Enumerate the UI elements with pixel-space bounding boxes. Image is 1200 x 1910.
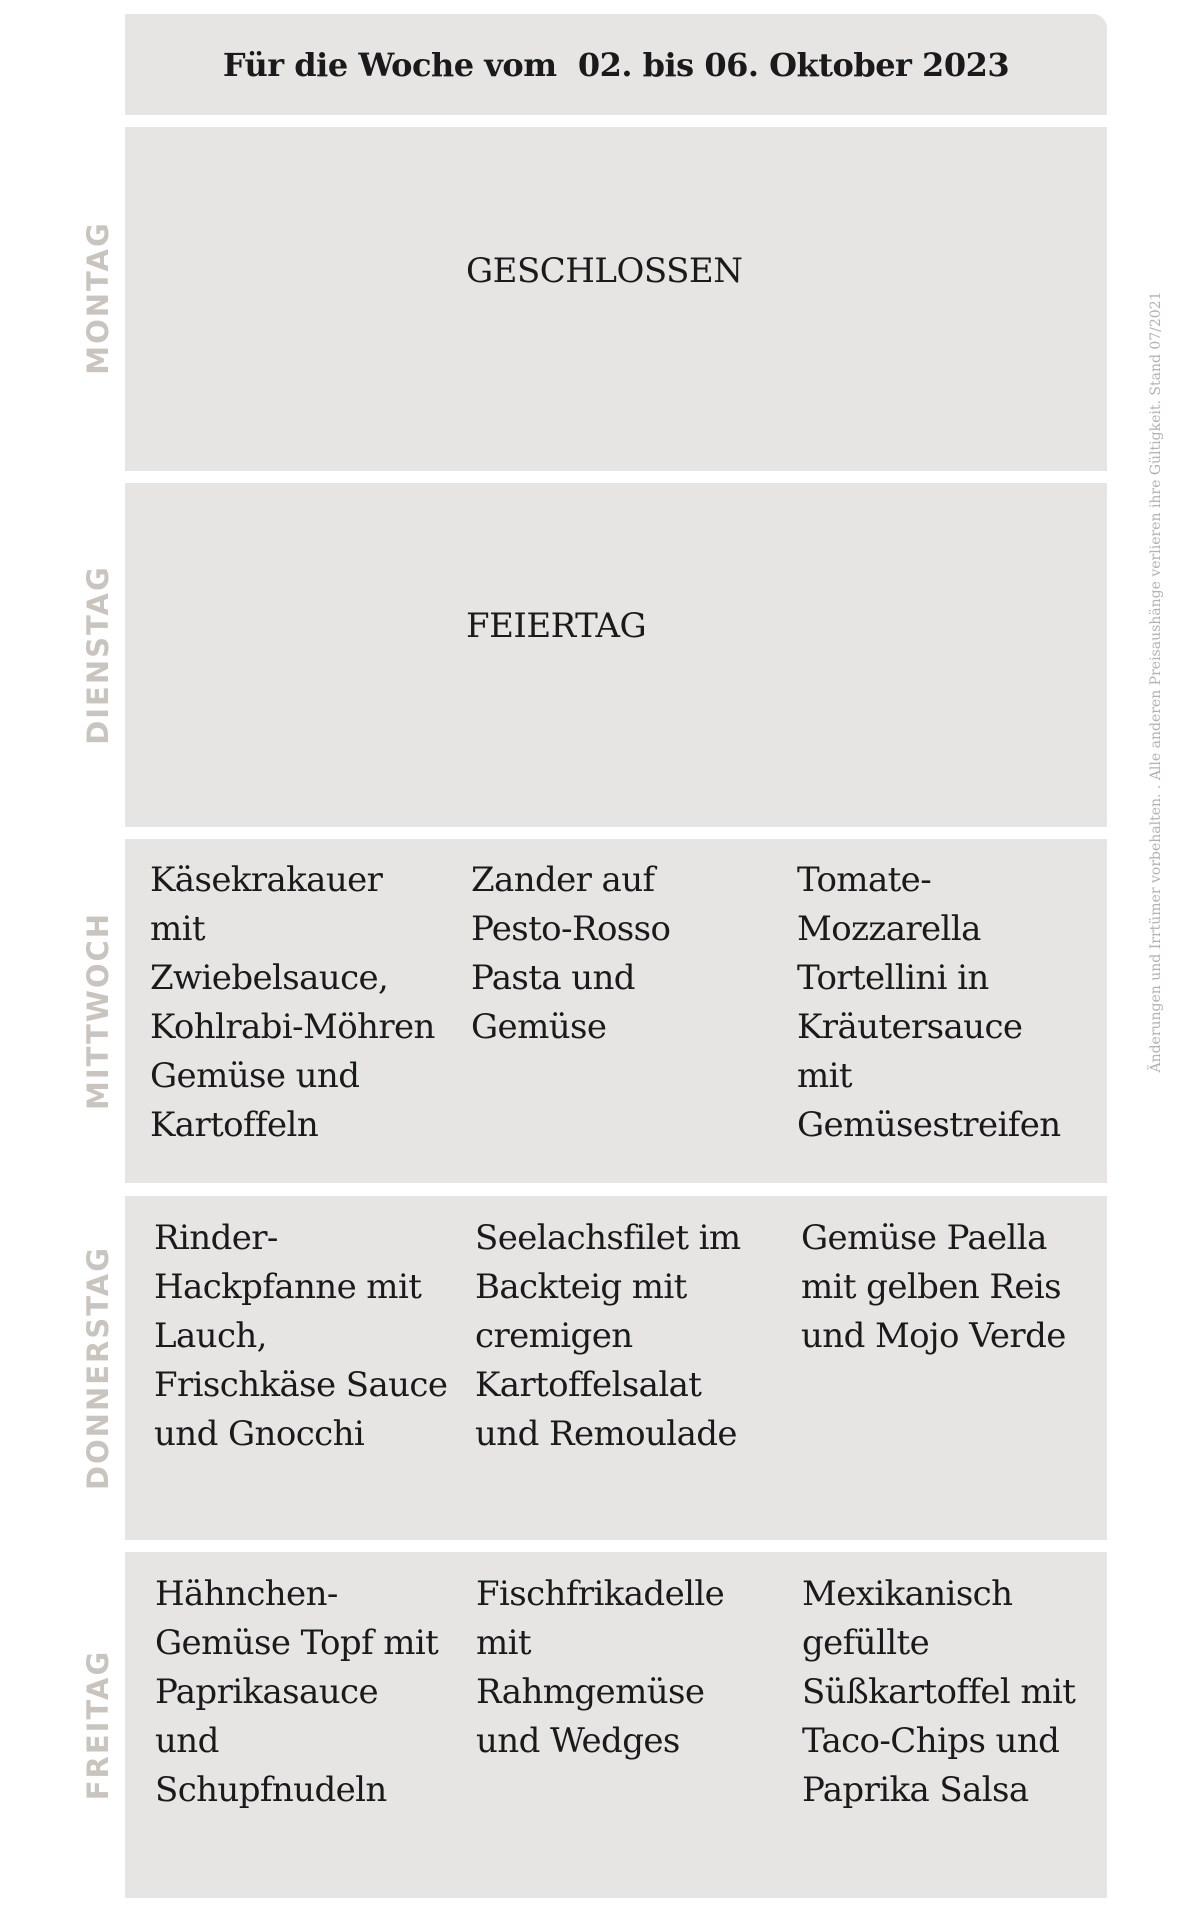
day-row-montag xyxy=(125,127,1107,471)
day-row-donnerstag xyxy=(125,1196,1107,1540)
holiday-note: FEIERTAG xyxy=(466,606,647,646)
dish-freitag-1: Hähnchen- Gemüse Topf mit Paprikasauce und Schupfnudeln xyxy=(155,1574,439,1810)
dish-donnerstag-3: Gemüse Paella mit gelben Reis und Mojo Verde xyxy=(801,1218,1066,1356)
day-row-freitag xyxy=(125,1552,1107,1898)
dish-donnerstag-1: Rinder- Hackpfanne mit Lauch, Frischkäse Sauce und Gnocchi xyxy=(154,1218,448,1454)
day-row-dienstag xyxy=(125,483,1107,827)
closed-note: GESCHLOSSEN xyxy=(466,251,743,291)
dish-mittwoch-2: Zander auf Pesto-Rosso Pasta und Gemüse xyxy=(471,860,671,1047)
week-header xyxy=(125,14,1107,115)
dish-mittwoch-3: Tomate- Mozzarella Tortellini in Kräutersauce mit Gemüsestreifen xyxy=(797,860,1061,1145)
dish-mittwoch-1: Käsekrakauer mit Zwiebelsauce, Kohlrabi-Möhren Gemüse und Kartoffeln xyxy=(150,860,435,1145)
dish-freitag-2: Fischfrikadelle mit Rahmgemüse und Wedges xyxy=(476,1574,725,1761)
dish-freitag-3: Mexikanisch gefüllte Süßkartoffel mit Taco-Chips und Paprika Salsa xyxy=(802,1574,1076,1810)
dish-donnerstag-2: Seelachsfilet im Backteig mit cremigen Kartoffelsalat und Remoulade xyxy=(475,1218,741,1454)
week-title: Für die Woche vom 02. bis 06. Oktober 2023 xyxy=(222,45,1010,84)
day-row-mittwoch xyxy=(125,839,1107,1183)
